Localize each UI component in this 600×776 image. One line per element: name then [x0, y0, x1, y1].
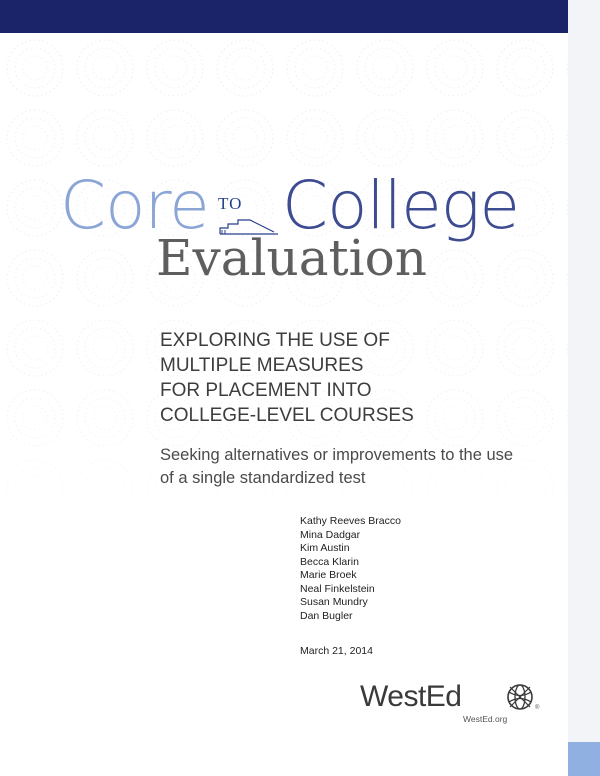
author-name: Kathy Reeves Bracco [300, 515, 401, 527]
report-subtitle: Seeking alternatives or improvements to the use of a single standardized test [160, 446, 514, 487]
title-line: FOR PLACEMENT INTO [160, 380, 372, 401]
registered-mark: ® [535, 705, 540, 711]
title-line: EXPLORING THE USE OF [160, 330, 390, 351]
author-list [300, 515, 401, 623]
author-name: Marie Broek [300, 569, 357, 581]
author-name: Neal Finkelstein [300, 582, 375, 595]
report-title [160, 328, 540, 428]
author-name: Mina Dadgar [300, 528, 361, 541]
corner-accent-block [568, 742, 600, 776]
logo-college-text: College [282, 167, 519, 244]
author-name: Dan Bugler [300, 609, 353, 622]
author-name: Susan Mundry [300, 596, 368, 608]
logo-core-text: Core [60, 167, 209, 244]
title-line: COLLEGE-LEVEL COURSES [160, 405, 414, 426]
globe-icon [506, 683, 534, 711]
logo-evaluation-text: Evaluation [156, 229, 427, 287]
wested-logo [360, 679, 550, 729]
author-name: Becca Klarin [300, 555, 359, 568]
logo-to-text: TO [218, 194, 243, 213]
top-banner [0, 0, 568, 33]
wested-wordmark: WestEd [360, 680, 462, 713]
title-line: MULTIPLE MEASURES [160, 355, 364, 376]
author-name: Kim Austin [300, 542, 350, 554]
wested-url: WestEd.org [463, 714, 508, 724]
publication-date: March 21, 2014 [300, 645, 373, 657]
core-to-college-logo [60, 168, 530, 298]
page-side-margin [568, 0, 600, 776]
